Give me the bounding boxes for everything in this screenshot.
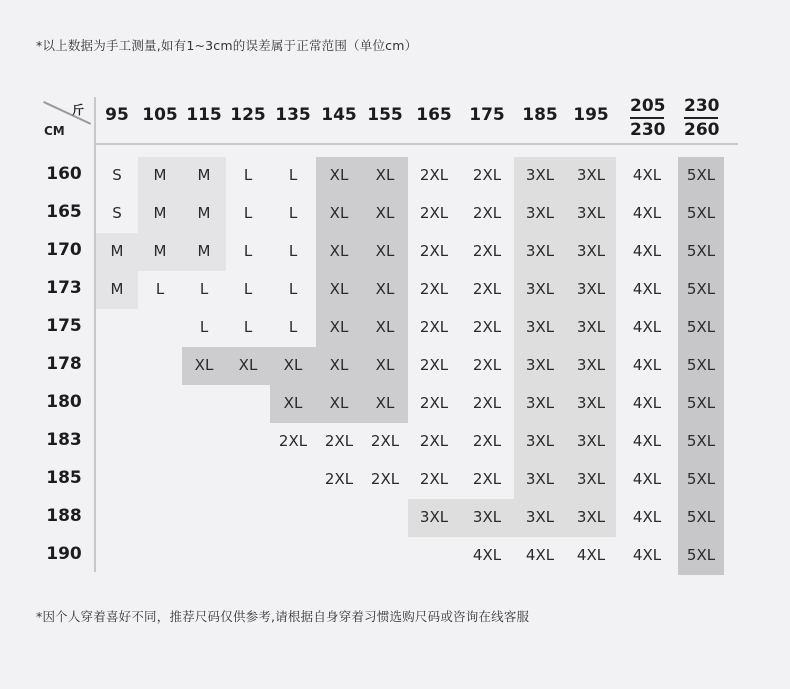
- size-cell: 3XL: [576, 432, 606, 450]
- weight-header: 175: [469, 105, 505, 125]
- height-label: 160: [46, 164, 82, 184]
- size-cell: 3XL: [576, 242, 606, 260]
- size-cell: 3XL: [576, 394, 606, 412]
- size-cell: M: [153, 242, 167, 260]
- weight-header: 95: [105, 105, 129, 125]
- size-cell: M: [153, 204, 167, 222]
- size-cell: 4XL: [525, 546, 555, 564]
- size-cell: L: [199, 318, 209, 336]
- size-cell: M: [153, 166, 167, 184]
- weight-header-max: 230: [630, 120, 666, 140]
- size-cell: 3XL: [525, 204, 555, 222]
- size-cell: L: [199, 280, 209, 298]
- weight-header: 115: [186, 105, 222, 125]
- size-cell: 4XL: [632, 546, 662, 564]
- size-cell: 3XL: [525, 280, 555, 298]
- weight-header: 195: [573, 105, 609, 125]
- size-cell: 2XL: [419, 356, 449, 374]
- size-cell: 5XL: [686, 508, 716, 526]
- size-cell: 4XL: [632, 242, 662, 260]
- size-cell: 4XL: [472, 546, 502, 564]
- size-cell: 2XL: [472, 470, 502, 488]
- size-cell: XL: [375, 280, 395, 298]
- size-cell: 3XL: [525, 166, 555, 184]
- size-cell: 2XL: [472, 204, 502, 222]
- size-cell: 4XL: [632, 280, 662, 298]
- size-cell: L: [243, 166, 253, 184]
- size-cell: 2XL: [419, 280, 449, 298]
- size-cell: 5XL: [686, 546, 716, 564]
- size-cell: 2XL: [419, 470, 449, 488]
- height-label: 178: [46, 354, 82, 374]
- size-cell: 3XL: [472, 508, 502, 526]
- size-cell: 2XL: [472, 394, 502, 412]
- weight-header: 105: [142, 105, 178, 125]
- size-cell: XL: [329, 166, 349, 184]
- size-cell: XL: [329, 356, 349, 374]
- size-cell: 2XL: [472, 432, 502, 450]
- size-cell: 2XL: [419, 166, 449, 184]
- weight-header-max: 260: [684, 120, 720, 140]
- size-cell: M: [110, 280, 124, 298]
- size-cell: 3XL: [525, 394, 555, 412]
- size-cell: L: [243, 318, 253, 336]
- height-label: 170: [46, 240, 82, 260]
- size-cell: 3XL: [576, 166, 606, 184]
- size-cell: 3XL: [525, 508, 555, 526]
- weight-header: 125: [230, 105, 266, 125]
- size-cell: XL: [375, 242, 395, 260]
- size-cell: 5XL: [686, 356, 716, 374]
- weight-header-min: 230: [684, 95, 718, 119]
- size-cell: L: [243, 204, 253, 222]
- size-cell: XL: [329, 204, 349, 222]
- size-cell: 4XL: [632, 318, 662, 336]
- size-cell: 4XL: [632, 508, 662, 526]
- size-cell: 5XL: [686, 242, 716, 260]
- weight-header: 145: [321, 105, 357, 125]
- height-unit-label: CM: [44, 124, 65, 138]
- size-cell: 2XL: [278, 432, 308, 450]
- height-label: 188: [46, 506, 82, 526]
- top-note: *以上数据为手工测量,如有1~3cm的误差属于正常范围（单位cm）: [36, 38, 418, 53]
- size-cell: 2XL: [472, 318, 502, 336]
- size-cell: L: [288, 166, 298, 184]
- size-cell: 5XL: [686, 166, 716, 184]
- size-cell: 3XL: [525, 432, 555, 450]
- size-cell: 3XL: [576, 204, 606, 222]
- height-label: 180: [46, 392, 82, 412]
- size-cell: 4XL: [632, 356, 662, 374]
- height-label: 185: [46, 468, 82, 488]
- size-cell: 3XL: [576, 356, 606, 374]
- size-cell: 2XL: [324, 432, 354, 450]
- size-cell: 2XL: [472, 166, 502, 184]
- size-cell: L: [288, 318, 298, 336]
- size-cell: XL: [329, 318, 349, 336]
- size-cell: 5XL: [686, 432, 716, 450]
- weight-header: 155: [367, 105, 403, 125]
- weight-unit-label: 斤: [72, 103, 85, 117]
- size-cell: 2XL: [419, 242, 449, 260]
- size-cell: 2XL: [419, 432, 449, 450]
- size-cell: 3XL: [419, 508, 449, 526]
- size-cell: 2XL: [370, 470, 400, 488]
- size-cell: XL: [329, 280, 349, 298]
- size-cell: XL: [375, 394, 395, 412]
- size-cell: 3XL: [525, 470, 555, 488]
- size-cell: XL: [238, 356, 258, 374]
- size-cell: 5XL: [686, 318, 716, 336]
- weight-header: [616, 95, 678, 141]
- height-label: 175: [46, 316, 82, 336]
- size-cell: XL: [283, 394, 303, 412]
- size-cell: 5XL: [686, 280, 716, 298]
- size-cell: 2XL: [419, 204, 449, 222]
- size-cell: 4XL: [576, 546, 606, 564]
- size-cell: L: [243, 280, 253, 298]
- size-cell: 2XL: [472, 242, 502, 260]
- size-cell: 4XL: [632, 166, 662, 184]
- size-cell: 4XL: [632, 394, 662, 412]
- size-cell: 2XL: [419, 318, 449, 336]
- size-cell: 4XL: [632, 204, 662, 222]
- size-cell: 4XL: [632, 470, 662, 488]
- size-cell: 3XL: [525, 356, 555, 374]
- size-cell: M: [197, 242, 211, 260]
- size-cell: S: [112, 204, 122, 222]
- height-label: 190: [46, 544, 82, 564]
- size-cell: XL: [375, 166, 395, 184]
- size-cell: M: [197, 166, 211, 184]
- size-cell: 2XL: [472, 356, 502, 374]
- size-cell: 3XL: [576, 318, 606, 336]
- size-cell: L: [288, 242, 298, 260]
- size-cell: 3XL: [576, 470, 606, 488]
- size-cell: 3XL: [576, 280, 606, 298]
- size-cell: 5XL: [686, 470, 716, 488]
- size-cell: L: [155, 280, 165, 298]
- size-cell: 5XL: [686, 204, 716, 222]
- weight-header: 185: [522, 105, 558, 125]
- weight-header: [678, 95, 724, 141]
- size-cell: 3XL: [525, 318, 555, 336]
- size-cell: 2XL: [324, 470, 354, 488]
- size-cell: L: [243, 242, 253, 260]
- size-cell: XL: [194, 356, 214, 374]
- height-label: 165: [46, 202, 82, 222]
- size-cell: M: [197, 204, 211, 222]
- size-cell: XL: [375, 318, 395, 336]
- size-cell: XL: [375, 204, 395, 222]
- bottom-note: *因个人穿着喜好不同，推荐尺码仅供参考,请根据自身穿着习惯选购尺码或咨询在线客服: [36, 609, 530, 624]
- height-label: 183: [46, 430, 82, 450]
- size-cell: XL: [283, 356, 303, 374]
- size-cell: 2XL: [472, 280, 502, 298]
- size-cell: L: [288, 280, 298, 298]
- size-cell: 3XL: [576, 508, 606, 526]
- header-divider: [94, 143, 738, 145]
- weight-header: 135: [275, 105, 311, 125]
- size-cell: 2XL: [370, 432, 400, 450]
- size-cell: S: [112, 166, 122, 184]
- size-cell: XL: [375, 356, 395, 374]
- size-cell: 2XL: [419, 394, 449, 412]
- size-cell: 5XL: [686, 394, 716, 412]
- size-cell: XL: [329, 242, 349, 260]
- size-cell: M: [110, 242, 124, 260]
- height-label: 173: [46, 278, 82, 298]
- size-cell: XL: [329, 394, 349, 412]
- size-cell: 3XL: [525, 242, 555, 260]
- weight-header: 165: [416, 105, 452, 125]
- weight-header-min: 205: [630, 95, 664, 119]
- size-cell: 4XL: [632, 432, 662, 450]
- size-cell: L: [288, 204, 298, 222]
